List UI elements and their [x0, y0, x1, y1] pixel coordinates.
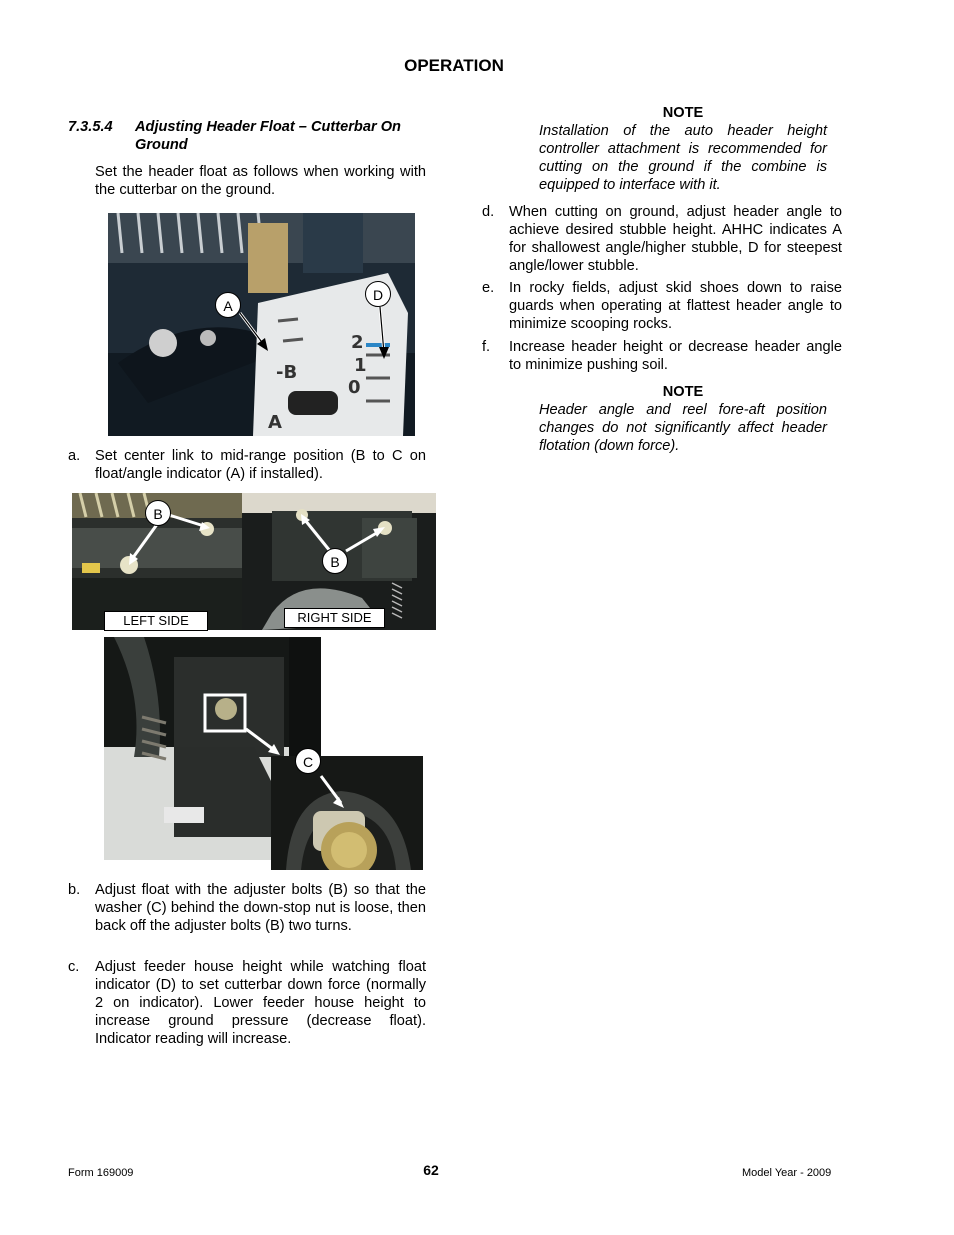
intro-paragraph: Set the header float as follows when working with the cutterbar on the ground. — [95, 164, 426, 198]
indicator-glyph: A — [268, 412, 282, 433]
note-heading: NOTE — [662, 105, 704, 121]
figure-washer-inset-photo — [271, 756, 423, 870]
page-header-title: OPERATION — [404, 56, 504, 75]
step-label: a. — [68, 448, 81, 464]
step-text: In rocky fields, adjust skid shoes down to raise guards when operating at flattest header angle to minimize scooping rocks. — [509, 280, 842, 332]
footer-model-year: Model Year - 2009 — [742, 1167, 832, 1179]
step-text: Increase header height or decrease header angle to minimize pushing soil. — [509, 339, 842, 373]
callout-b-right: B — [322, 548, 348, 574]
step-text: When cutting on ground, adjust header angle to achieve desired stubble height. AHHC indicates A for shallowest angle/higher stubble, D for steepest angle/lower stubble. — [509, 204, 842, 274]
indicator-glyph: 1 — [354, 355, 367, 376]
step-label: e. — [482, 280, 495, 296]
step-c — [68, 958, 426, 1048]
left-side-label: LEFT SIDE — [104, 611, 208, 631]
right-side-label: RIGHT SIDE — [284, 608, 385, 628]
step-label: d. — [482, 204, 495, 220]
step-b — [68, 881, 426, 935]
note-heading: NOTE — [662, 384, 704, 400]
callout-b-left: B — [145, 500, 171, 526]
callout-c: C — [295, 748, 321, 774]
step-d — [482, 203, 842, 275]
step-label: c. — [68, 959, 80, 975]
indicator-glyph: 0 — [348, 377, 361, 398]
footer-form-number: Form 169009 — [68, 1167, 134, 1179]
callout-d: D — [365, 281, 391, 307]
figure-float-indicator-photo — [108, 213, 415, 436]
step-text: Set center link to mid-range position (B to C on float/angle indicator (A) if installed). — [95, 448, 426, 482]
step-e — [482, 279, 842, 333]
section-title: Adjusting Header Float – Cutterbar On Ground — [135, 119, 401, 153]
indicator-glyph: 2 — [351, 332, 364, 353]
step-text: Adjust float with the adjuster bolts (B) so that the washer (C) behind the down-stop nut is loose, then back off the adjuster bolts (B) two turns. — [95, 882, 426, 934]
step-label: b. — [68, 882, 81, 898]
section-number: 7.3.5.4 — [68, 119, 113, 135]
note-text: Installation of the auto header height controller attachment is recommended for cutting on the ground if the combine is equipped to interface with it. — [539, 123, 827, 193]
note-text: Header angle and reel fore-aft position changes do not significantly affect header flotation (down force). — [539, 402, 827, 454]
step-text: Adjust feeder house height while watching float indicator (D) to set cutterbar down force (normally 2 on indicator). Lower feeder house height to increase ground pressure (decrease float). Indicator reading will increase. — [95, 959, 426, 1047]
step-f — [482, 338, 842, 374]
callout-a: A — [215, 292, 241, 318]
indicator-glyph: -B — [276, 362, 298, 383]
page-number: 62 — [423, 1162, 439, 1178]
step-a — [68, 447, 426, 483]
step-label: f. — [482, 339, 491, 355]
